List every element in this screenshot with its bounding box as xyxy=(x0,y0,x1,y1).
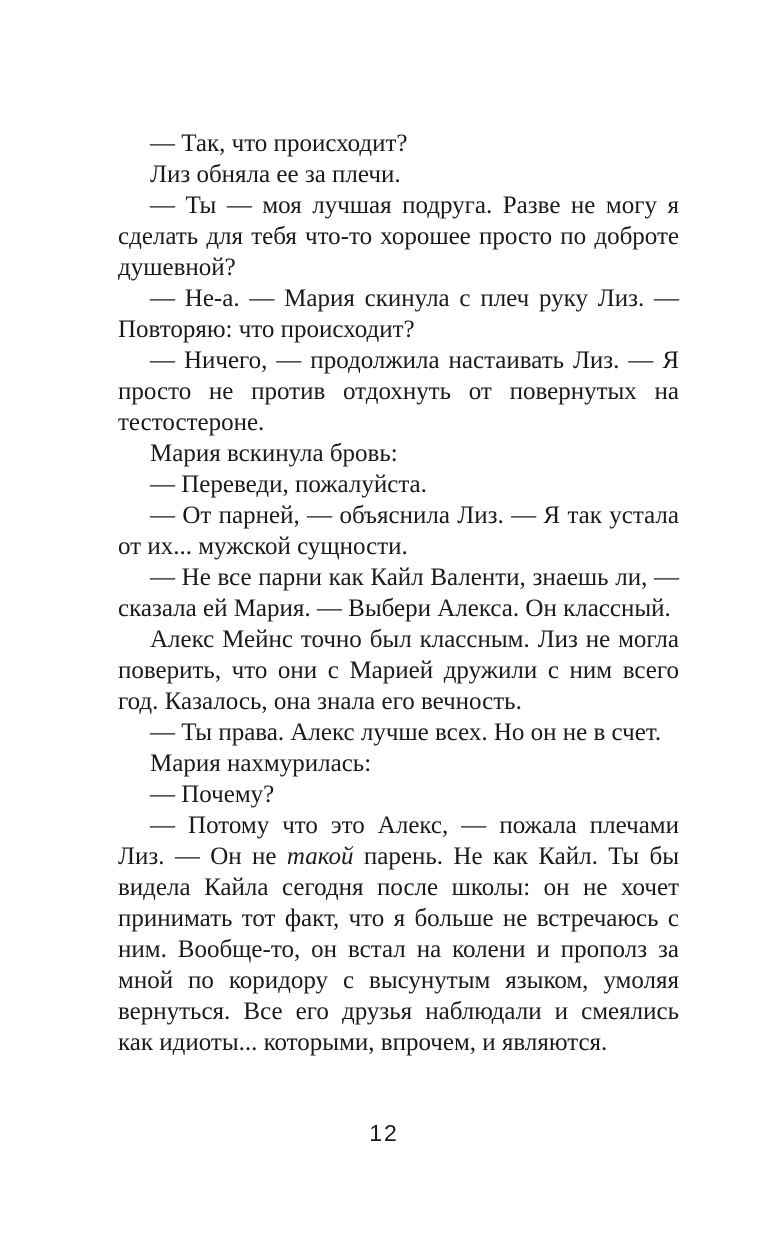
paragraph-text: — Потому что это Алекс, — пожала плечами Лиз. — Он не xyxy=(118,812,679,870)
emphasis-text: такой xyxy=(286,843,354,870)
paragraph: — Не-а. — Мария скинула с плеч руку Лиз. — Повторяю: что происходит? xyxy=(118,285,679,343)
paragraph: — Ничего, — продолжила настаивать Лиз. — Я просто не против отдохнуть от повернутых на тестостероне. xyxy=(118,347,679,436)
paragraph: — Так, что происходит? xyxy=(150,130,408,157)
paragraph: Мария нахмурилась: xyxy=(150,750,372,777)
paragraph: — Ты права. Алекс лучше всех. Но он не в счет. xyxy=(150,719,662,746)
paragraph: — Почему? xyxy=(150,781,275,808)
paragraph-final xyxy=(118,810,679,1058)
page-number: 12 xyxy=(369,1120,399,1146)
paragraph: — От парней, — объяснила Лиз. — Я так устала от их... мужской сущности. xyxy=(118,502,679,560)
paragraph: — Ты — моя лучшая подруга. Разве не могу я сделать для тебя что-то хорошее просто по доброте душевной? xyxy=(118,192,679,281)
paragraph: — Переведи, пожалуйста. xyxy=(150,471,427,498)
paragraph: Лиз обняла ее за плечи. xyxy=(150,161,401,188)
paragraph: Мария вскинула бровь: xyxy=(150,440,398,467)
paragraph-text: парень. Не как Кайл. Ты бы видела Кайла сегодня после школы: он не хочет принимать тот факт, что я больше не встречаюсь с ним. Вообще-то, он встал на колени и прополз за мной по коридору с высунутым языком, умоляя вернуться. Все его друзья наблюдали и смеялись как идиоты... которыми, впрочем, и являются. xyxy=(118,843,679,1056)
paragraph: Алекс Мейнс точно был классным. Лиз не могла поверить, что они с Марией дружили с ним всего год. Казалось, она знала его вечность. xyxy=(118,626,679,715)
page-body xyxy=(118,128,679,1058)
paragraph: — Не все парни как Кайл Валенти, знаешь ли, — сказала ей Мария. — Выбери Алекса. Он классный. xyxy=(118,564,679,622)
